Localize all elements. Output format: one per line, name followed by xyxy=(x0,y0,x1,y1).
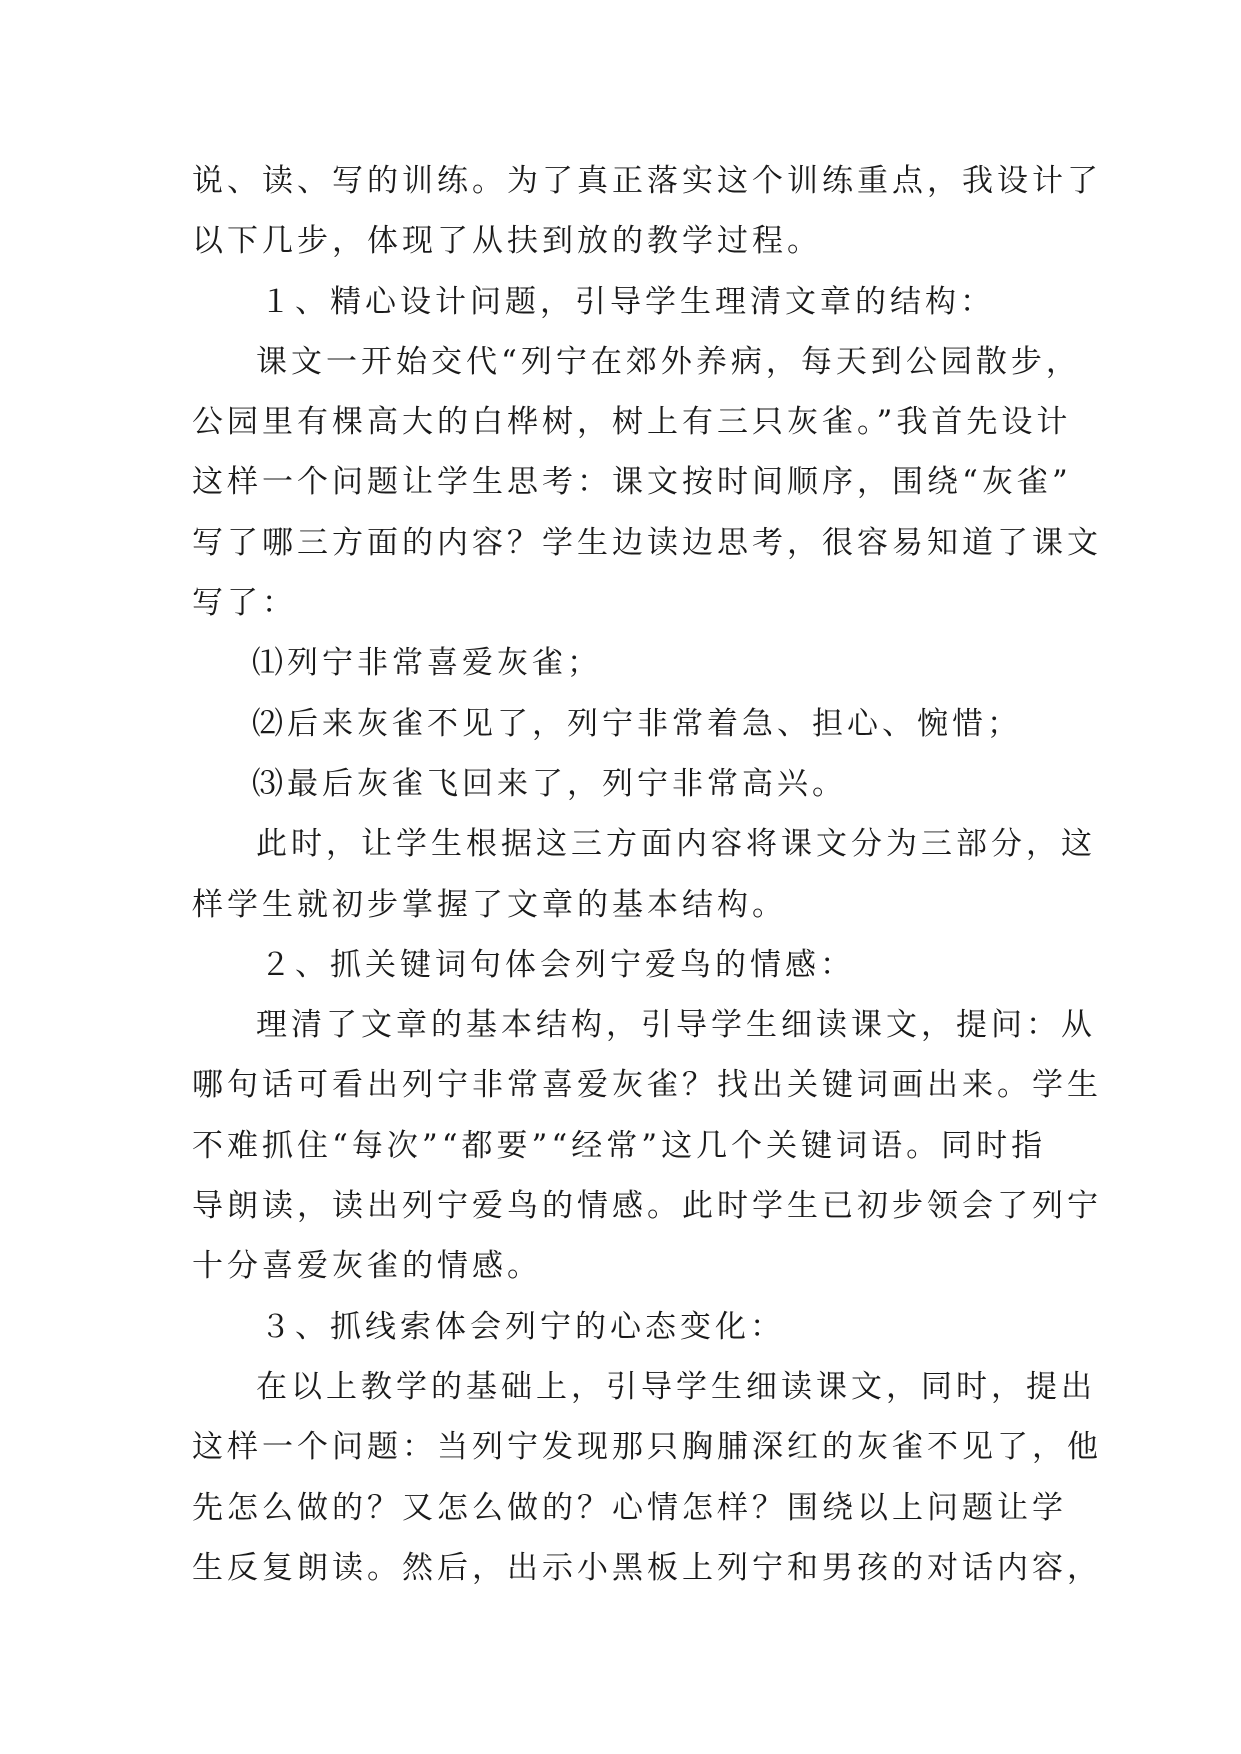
list-item-1: ⑴列宁非常喜爱灰雀； xyxy=(252,645,602,682)
text-line: 十分喜爱灰雀的情感。 xyxy=(192,1248,542,1285)
text-line: 这样一个问题：当列宁发现那只胸脯深红的灰雀不见了，他 xyxy=(192,1429,1102,1466)
section-heading-1: １、精心设计问题，引导学生理清文章的结构： xyxy=(260,283,995,320)
text-line: 课文一开始交代“列宁在郊外养病，每天到公园散步， xyxy=(256,343,1081,380)
text-line: 生反复朗读。然后，出示小黑板上列宁和男孩的对话内容， xyxy=(192,1549,1102,1586)
text-line: 说、读、写的训练。为了真正落实这个训练重点，我设计了 xyxy=(192,163,1102,199)
text-line: 以下几步，体现了从扶到放的教学过程。 xyxy=(192,223,822,260)
text-line: 公园里有棵高大的白桦树，树上有三只灰雀。”我首先设计 xyxy=(192,404,1072,441)
list-item-3: ⑶最后灰雀飞回来了，列宁非常高兴。 xyxy=(252,765,847,802)
list-item-2: ⑵后来灰雀不见了，列宁非常着急、担心、惋惜； xyxy=(252,705,1022,742)
section-heading-3: ３、抓线索体会列宁的心态变化： xyxy=(260,1308,785,1345)
text-line: 导朗读，读出列宁爱鸟的情感。此时学生已初步领会了列宁 xyxy=(192,1188,1102,1225)
text-line: 先怎么做的？又怎么做的？心情怎样？围绕以上问题让学 xyxy=(192,1489,1067,1526)
text-line: 写了： xyxy=(192,585,297,622)
text-line: 此时，让学生根据这三方面内容将课文分为三部分，这 xyxy=(256,826,1096,863)
text-line: 样学生就初步掌握了文章的基本结构。 xyxy=(192,886,787,923)
document-body xyxy=(192,151,1102,1598)
text-line: 不难抓住“每次”“都要”“经常”这几个关键词语。同时指 xyxy=(192,1127,1047,1164)
section-heading-2: ２、抓关键词句体会列宁爱鸟的情感： xyxy=(260,946,855,983)
text-line: 在以上教学的基础上，引导学生细读课文，同时，提出 xyxy=(256,1368,1096,1405)
text-line: 理清了文章的基本结构，引导学生细读课文，提问：从 xyxy=(256,1007,1096,1044)
text-line: 哪句话可看出列宁非常喜爱灰雀？找出关键词画出来。学生 xyxy=(192,1067,1102,1104)
text-line: 这样一个问题让学生思考：课文按时间顺序，围绕“灰雀” xyxy=(192,464,1072,501)
text-line: 写了哪三方面的内容？学生边读边思考，很容易知道了课文 xyxy=(192,524,1102,561)
